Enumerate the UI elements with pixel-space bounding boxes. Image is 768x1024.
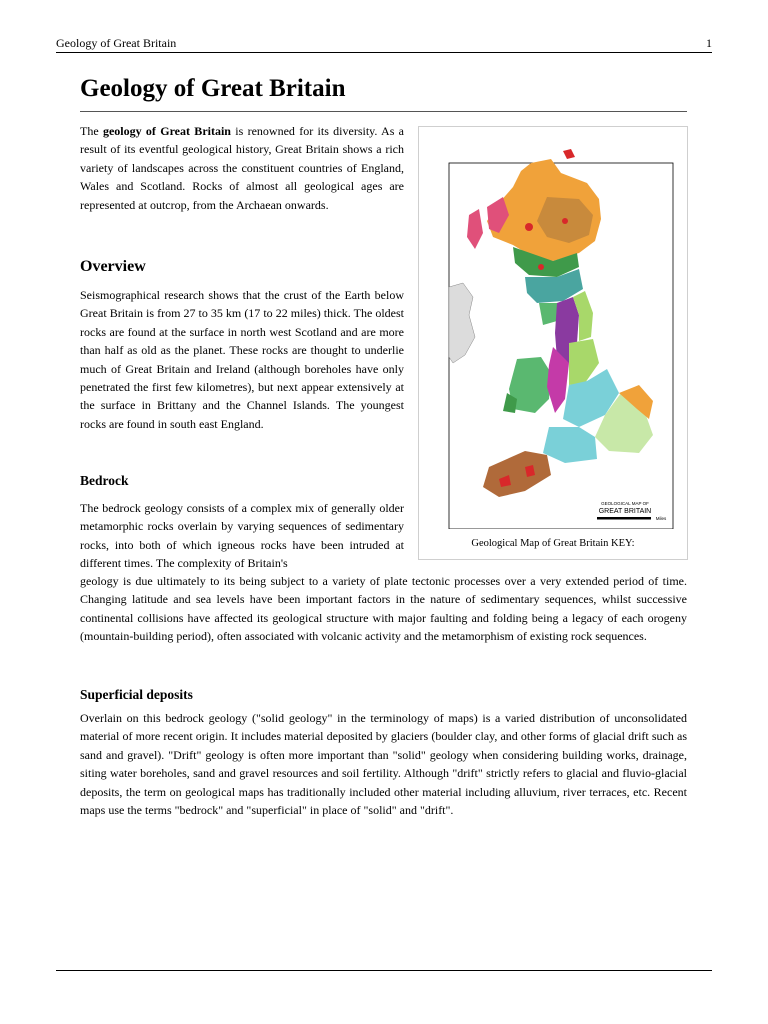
intro-lead: The (80, 124, 103, 138)
running-header-title: Geology of Great Britain (56, 36, 177, 50)
overview-paragraph: Seismographical research shows that the crust of the Earth below Great Britain is from 27 to 35 km (17 to 22 miles) thick. The oldest rocks are found at the surface in north west Scotland and are more than half as old as the planet. These rocks are thought to underlie much of Great Britain and Ireland (although boreholes have only penetrated the first few kilometres), but next appear extensively at the surface in Brittany and the Channel Islands. The youngest rocks are found in south east England. (80, 288, 404, 431)
volcanic-spot (562, 218, 568, 224)
volcanic-spot (538, 264, 544, 270)
geology-map-image (429, 137, 677, 529)
map-title: GREAT BRITAIN (598, 508, 652, 515)
volcanic-spot (525, 223, 533, 231)
bedrock-heading: Bedrock (80, 473, 129, 488)
bedrock-paragraph-narrow: The bedrock geology consists of a complex mix of generally older metamorphic rocks overlain by varying sequences of sedimentary rocks, into both of which igneous rocks have been intruded at different times. The complexity of Britain's (80, 501, 404, 571)
overview-heading: Overview (80, 258, 146, 275)
orkney-islands (563, 149, 575, 159)
scale-label: Miles (655, 516, 667, 521)
scale-bar (597, 517, 651, 520)
map-small-label: GEOLOGICAL MAP OF (601, 501, 649, 506)
intro-bold-term: geology of Great Britain (102, 124, 231, 138)
title-divider (80, 111, 687, 112)
intro-rest: is renowned for its diversity. As a result of its eventful geological history, Great Britain shows a rich variety of landscapes across the constituent countries of England, Wales and Scotland. Rocks of almost all geological ages are represented at outcrop, from the Archaean onwards. (80, 124, 404, 212)
figure-caption: Geological Map of Great Britain KEY: (471, 538, 635, 549)
page-title: Geology of Great Britain (80, 75, 346, 102)
bedrock-paragraph-wide: geology is due ultimately to its being subject to a variety of plate tectonic processes over a very extended period of time. Changing latitude and sea levels have been important factors in the nature of sedimentary sequences, whilst successive continental collisions have affected its geological structure with major faulting and folding being a legacy of each orogeny (mountain-building period), often associated with volcanic activity and the metamorphism of existing rock sequences. (80, 574, 687, 644)
superficial-heading: Superficial deposits (80, 687, 193, 702)
running-header (56, 36, 712, 53)
intro-paragraph (80, 122, 404, 214)
superficial-paragraph: Overlain on this bedrock geology ("solid geology" in the terminology of maps) is a varied distribution of unconsolidated material of more recent origin. It includes material deposited by glaciers (boulder clay, and other forms of glacial drift such as sand and gravel). "Drift" geology is often more important than "solid" geology when considering building works, drainage, siting water boreholes, sand and gravel resources and soil fertility. Although "drift" strictly refers to glacial and fluvio-glacial deposits, the term on geological maps has traditionally included other material including alluvium, river terraces, etc. Recent maps use the terms "bedrock" and "superficial" in place of "solid" and "drift". (80, 711, 687, 818)
geology-map-figure (418, 126, 688, 560)
footer-divider (56, 970, 712, 971)
page-number: 1 (706, 36, 712, 50)
